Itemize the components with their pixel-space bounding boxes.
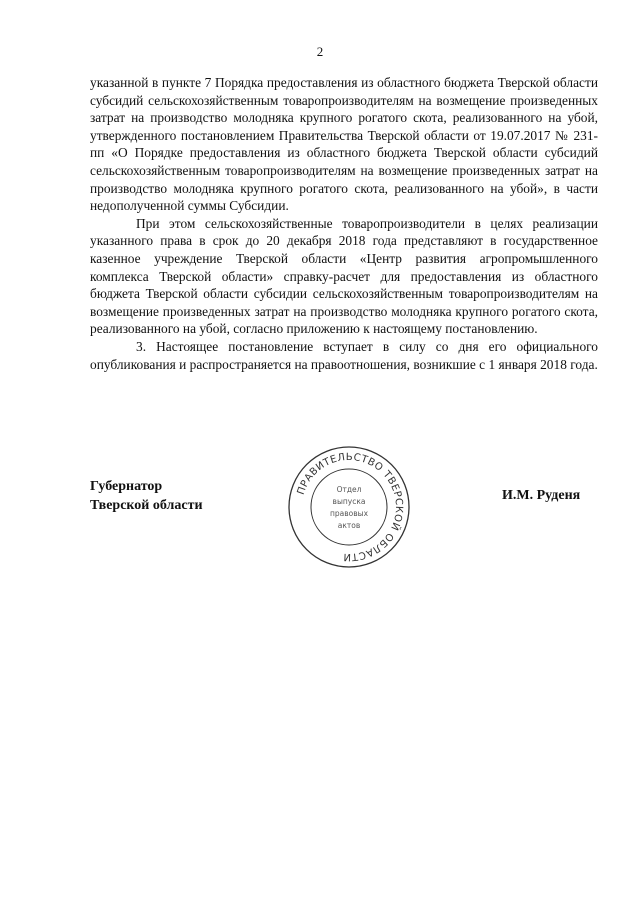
signatory-title-line1: Губернатор xyxy=(90,479,163,494)
signatory-title xyxy=(90,477,203,515)
seal-center-line: актов xyxy=(337,521,361,530)
signatory-name: И.М. Руденя xyxy=(502,488,581,503)
page-number: 2 xyxy=(316,44,324,59)
seal-center-line: выпуска xyxy=(332,497,366,506)
paragraph-effective-date: 3. Настоящее постановление вступает в силу со дня его официального опубликования и распространяется на правоотношения, возникшие с 1 января 2018 года. xyxy=(90,338,598,372)
official-seal-stamp xyxy=(285,443,413,571)
document-body xyxy=(90,74,598,373)
paragraph-application-deadline: При этом сельскохозяйственные товаропроизводители в целях реализации указанного права в срок до 20 декабря 2018 года представляют в государственное казенное учреждение Тверской области «Центр развития агропромышленного комплекса Тверской области» справку-расчет для предоставления из областного бюджета Тверской области субсидии сельскохозяйственным товаропроизводителям на возмещение произведенных затрат на производство молодняка крупного рогатого скота, реализованного на убой, согласно приложению к настоящему постановлению. xyxy=(90,215,598,337)
seal-center-line: правовых xyxy=(329,509,369,518)
paragraph-continuation: указанной в пункте 7 Порядка предоставления из областного бюджета Тверской области субсидий сельскохозяйственным товаропроизводителям на возмещение произведенных затрат на производство молодняка крупного рогатого скота, реализованного на убой, утвержденного постановлением Правительства Тверской области от 19.07.2017 № 231-пп «О Порядке предоставления из областного бюджета Тверской области субсидий сельскохозяйственным товаропроизводителям на возмещение произведенных затрат на производство молодняка крупного рогатого скота, реализованного на убой», в части недополученной суммы Субсидии. xyxy=(90,75,598,214)
signatory-title-line2: Тверской области xyxy=(90,498,203,513)
seal-ring-text: ПРАВИТЕЛЬСТВО ТВЕРСКОЙ ОБЛАСТИ xyxy=(295,451,405,563)
seal-center-line: Отдел xyxy=(336,485,362,494)
